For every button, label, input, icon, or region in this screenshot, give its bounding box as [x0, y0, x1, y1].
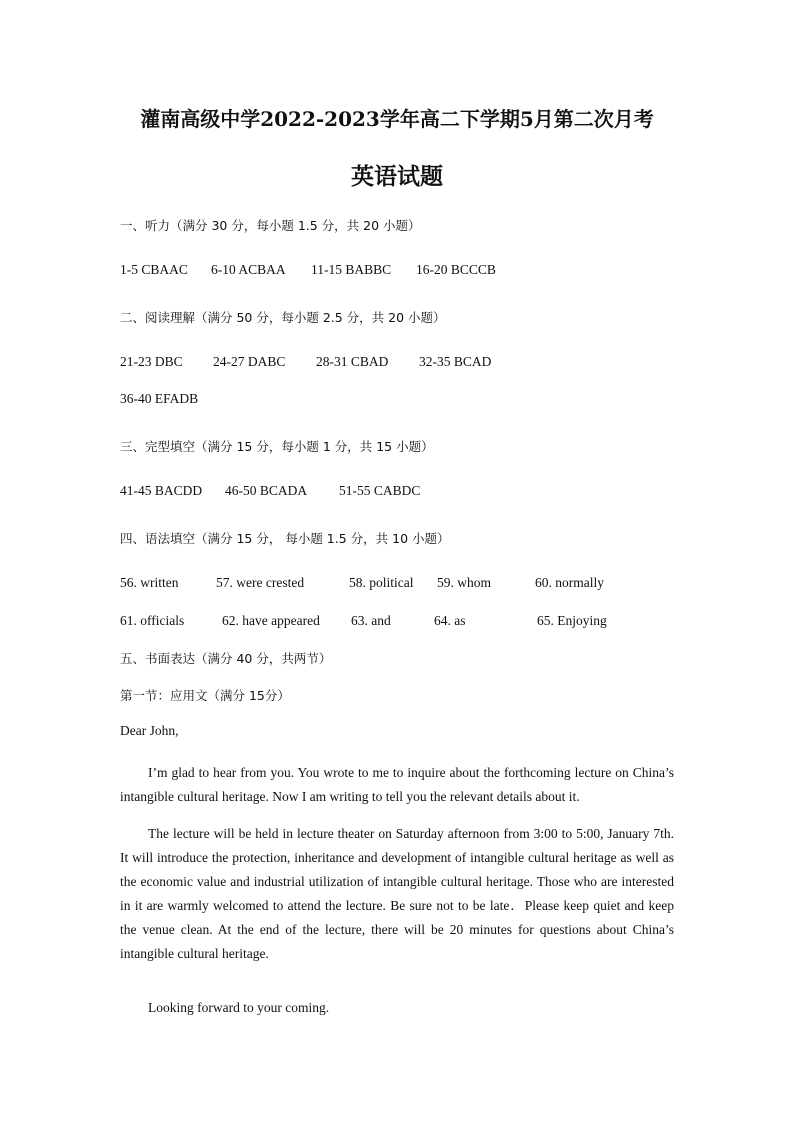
grammar-heading: 四、语法填空（满分 15 分， 每小题 1.5 分，共 10 小题） — [120, 531, 450, 546]
answer-item: 56. written — [120, 575, 179, 590]
answer-group: 6-10 ACBAA — [211, 262, 286, 277]
answer-group: 32-35 BCAD — [419, 354, 492, 369]
reading-heading: 二、阅读理解（满分 50 分，每小题 2.5 分，共 20 小题） — [120, 310, 446, 325]
answer-group: 41-45 BACDD — [120, 483, 203, 498]
answer-item: 58. political — [349, 575, 414, 590]
letter-greeting: Dear John, — [120, 723, 179, 738]
answer-item: 63. and — [351, 613, 391, 628]
answer-item: 64. as — [434, 613, 466, 628]
letter-paragraph-2: The lecture will be held in lecture theater on Saturday afternoon from 3:00 to 5:00, January 7th. It will introduce the protection, inheritance and development of intangible cultural heritage as well as the economic value and industrial utilization of intangible cultural heritage. Those who are interested in it are warmly welcomed to attend the lecture. Be sure not to be late．Please keep quiet and keep the venue clean. At the end of the lecture, there will be 20 minutes for questions about China’s intangible cultural heritage. — [120, 826, 674, 961]
answer-group: 16-20 BCCCB — [416, 262, 496, 277]
answer-item: 57. were crested — [216, 575, 305, 590]
listening-heading: 一、听力（满分 30 分，每小题 1.5 分，共 20 小题） — [120, 218, 421, 233]
cloze-heading: 三、完型填空（满分 15 分，每小题 1 分，共 15 小题） — [120, 439, 434, 454]
answer-item: 61. officials — [120, 613, 185, 628]
writing-part1-heading: 第一节：应用文（满分 15分） — [120, 688, 290, 703]
answer-group: 36-40 EFADB — [120, 391, 199, 406]
writing-heading: 五、书面表达（满分 40 分，共两节） — [120, 651, 332, 666]
letter-paragraph-1: I’m glad to hear from you. You wrote to me to inquire about the forthcoming lecture on China’s intangible cultural heritage. Now I am writing to tell you the relevant details about it. — [120, 765, 674, 804]
answer-group: 28-31 CBAD — [316, 354, 389, 369]
answer-group: 46-50 BCADA — [225, 483, 308, 498]
answer-group: 24-27 DABC — [213, 354, 286, 369]
answer-group: 51-55 CABDC — [339, 483, 421, 498]
answer-item: 60. normally — [535, 575, 604, 590]
letter-paragraph-3: Looking forward to your coming. — [148, 1000, 330, 1015]
answer-group: 1-5 CBAAC — [120, 262, 188, 277]
answer-group: 21-23 DBC — [120, 354, 183, 369]
answer-item: 62. have appeared — [222, 613, 320, 628]
document-subtitle: 英语试题 — [351, 163, 443, 190]
answer-item: 59. whom — [437, 575, 491, 590]
document-title: 灌南高级中学2022-2023学年高二下学期5月第二次月考 — [140, 107, 654, 131]
answer-group: 11-15 BABBC — [311, 262, 392, 277]
answer-item: 65. Enjoying — [537, 613, 607, 628]
